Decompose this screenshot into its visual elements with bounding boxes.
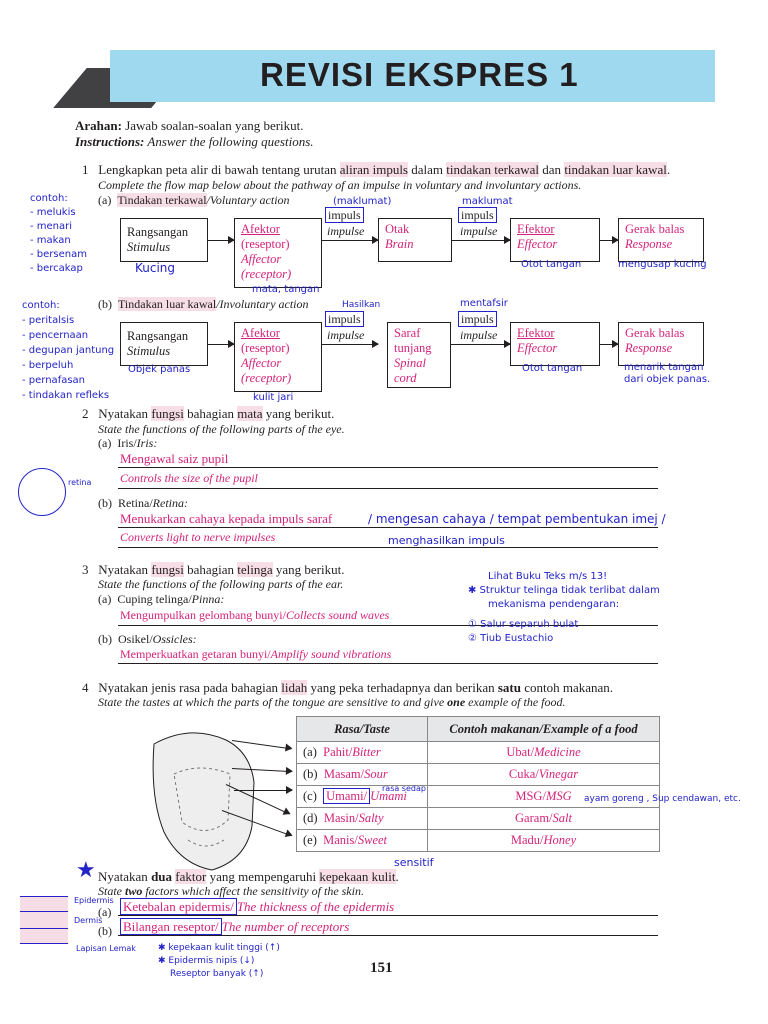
note-contoh-a: contoh: - melukis - menari - makan - bersenam - bercakap <box>30 193 87 274</box>
note-mata-tangan: mata, tangan <box>252 284 320 295</box>
arrow <box>208 344 234 345</box>
impuls-a2: impuls <box>458 208 497 223</box>
note-menarik: menarik tangan dari objek panas. <box>624 362 711 385</box>
note-retina: retina <box>68 478 92 487</box>
q5b-label: (b) <box>98 924 112 938</box>
note-dermis: Dermis <box>74 916 103 925</box>
q5-stem: Nyatakan dua faktor yang mempengaruhi kepekaan kulit. <box>98 869 399 884</box>
q4-stem-en: State the tastes at which the parts of the tongue are sensitive to and give one example of the food. <box>98 695 566 709</box>
note-mengusap: mengusap kucing <box>618 259 707 270</box>
food-cell: MSG/MSG <box>428 786 660 808</box>
food-cell: Cuka/Vinegar <box>428 764 660 786</box>
impulse-a2: impulse <box>460 224 498 238</box>
table-header-row <box>297 717 660 742</box>
q2a-answer-en: Controls the size of the pupil <box>120 471 258 485</box>
note-menghasilkan: menghasilkan impuls <box>388 534 505 547</box>
note-kucing: Kucing <box>135 261 176 275</box>
answer-line <box>118 663 658 664</box>
note-epidermis: Epidermis <box>74 896 114 905</box>
q2b-title: (b) Retina/Retina: <box>98 496 188 510</box>
impulse-a1: impulse <box>327 224 365 238</box>
q5-stem-en: State two factors which affect the sensitivity of the skin. <box>98 884 364 898</box>
q3a-title: (a) Cuping telinga/Pinna: <box>98 592 225 606</box>
note-mengesan: / mengesan cahaya / tempat pembentukan imej / <box>368 512 666 526</box>
tongue-outline <box>153 733 254 870</box>
q1-stem-en: Complete the flow map below about the pathway of an impulse in voluntary and involuntary actions. <box>98 178 582 192</box>
impulse-b2: impulse <box>460 328 498 342</box>
answer-line <box>118 467 658 468</box>
response-box-b: Gerak balas Response <box>618 322 704 366</box>
page-title: REVISI EKSPRES 1 <box>260 56 579 93</box>
note-otot-b: Otot tangan <box>522 363 583 374</box>
answer-line <box>118 488 658 489</box>
food-cell: Madu/Honey <box>428 830 660 852</box>
arrow <box>322 240 378 241</box>
q3b-title: (b) Osikel/Ossicles: <box>98 632 197 646</box>
q4-stem: 4 Nyatakan jenis rasa pada bahagian lidah yang peka terhadapnya dan berikan satu contoh makanan. <box>82 680 614 695</box>
note-otot-a: Otot tangan <box>521 259 582 270</box>
brain-box: Otak Brain <box>378 218 452 262</box>
note-maklumat-a2: maklumat <box>462 196 513 207</box>
arrow <box>600 344 618 345</box>
taste-cell: (c) Umami/ Umami <box>297 786 428 808</box>
table-row <box>297 742 660 764</box>
instructions: Arahan: Jawab soalan-soalan yang berikut. Instructions: Answer the following questions. <box>75 118 314 149</box>
q1a-title: (a) Tindakan terkawal/Voluntary action <box>98 193 290 207</box>
star-icon: ★ <box>76 858 96 883</box>
header-food: Contoh makanan/Example of a food <box>428 717 660 742</box>
taste-cell: (a) Pahit/Bitter <box>297 742 428 764</box>
impuls-b1: impuls <box>325 312 364 327</box>
note-kulit-jari: kulit jari <box>253 392 294 403</box>
impulse-b1: impulse <box>327 328 365 342</box>
q2a-title: (a) Iris/Iris: <box>98 436 158 450</box>
arrow <box>451 344 510 345</box>
affector-box-b: Afektor (reseptor) Affector (receptor) <box>234 322 322 392</box>
q2b-answer-ms: Menukarkan cahaya kepada impuls saraf <box>120 511 333 526</box>
q5a-label: (a) <box>98 905 112 919</box>
note-contoh-b: contoh: - peritalsis - pencernaan - degupan jantung - berpeluh - pernafasan - tindakan refleks <box>22 300 115 401</box>
table-row <box>297 830 660 852</box>
q3-stem-en: State the functions of the following parts of the ear. <box>98 577 344 591</box>
note-maklumat-a1: (maklumat) <box>333 196 392 207</box>
note-hasilkan: Hasilkan <box>342 300 381 310</box>
q3b-answer: Memperkuatkan getaran bunyi/Amplify sound vibrations <box>120 647 392 661</box>
taste-cell: (e) Manis/Sweet <box>297 830 428 852</box>
taste-cell: (d) Masin/Salty <box>297 808 428 830</box>
affector-box-a: Afektor (reseptor) Affector (receptor) <box>234 218 322 288</box>
page-number: 151 <box>370 960 393 976</box>
retina-circle-sketch <box>18 468 66 516</box>
arrow <box>322 344 378 345</box>
note-mentafsir: mentafsir <box>460 298 508 309</box>
arrow <box>208 240 234 241</box>
note-sensitif: sensitif <box>394 856 434 869</box>
arrow <box>600 240 618 241</box>
impuls-b2: impuls <box>458 312 497 327</box>
table-row <box>297 808 660 830</box>
answer-line <box>118 547 658 548</box>
taste-cell: (b) Masam/Sour <box>297 764 428 786</box>
note-skin-factors: ✱ kepekaan kulit tinggi (↑) ✱ Epidermis nipis (↓) Reseptor banyak (↑) <box>158 943 280 979</box>
note-lapisan-lemak: Lapisan Lemak <box>76 944 136 953</box>
q1b-title: (b) Tindakan luar kawal/Involuntary action <box>98 297 309 311</box>
q1-stem: 1 Lengkapkan peta alir di bawah tentang urutan aliran impuls dalam tindakan terkawal dan tindakan luar kawal. <box>82 162 671 177</box>
note-ear: Lihat Buku Teks m/s 13! ✱ Struktur telinga tidak terlibat dalam mekanisma pendengaran: ① Salur separuh bulat ② Tiub Eustachio <box>468 571 660 644</box>
arrow <box>452 240 510 241</box>
header-taste: Rasa/Taste <box>297 717 428 742</box>
note-objek-panas: Objek panas <box>128 364 191 375</box>
stimulus-box-a: Rangsangan Stimulus <box>120 218 208 262</box>
food-cell: Garam/Salt <box>428 808 660 830</box>
effector-box-a: Efektor Effector <box>510 218 600 262</box>
q2-stem: 2 Nyatakan fungsi bahagian mata yang berikut. <box>82 406 335 421</box>
response-box-a: Gerak balas Response <box>618 218 704 262</box>
q3-stem: 3 Nyatakan fungsi bahagian telinga yang berikut. <box>82 562 345 577</box>
skin-layer-sketch <box>20 896 68 942</box>
q3a-answer: Mengumpulkan gelombang bunyi/Collects sound waves <box>120 608 390 622</box>
answer-line <box>118 527 658 528</box>
spinal-cord-box: Saraf tunjang Spinal cord <box>387 322 451 388</box>
answer-line <box>118 915 658 916</box>
q5b-answer: Bilangan reseptor/ The number of receptors <box>120 919 349 935</box>
food-cell: Ubat/Medicine <box>428 742 660 764</box>
stimulus-box-b: Rangsangan Stimulus <box>120 322 208 366</box>
q2-stem-en: State the functions of the following parts of the eye. <box>98 422 345 436</box>
note-ayam-goreng: ayam goreng , Sup cendawan, etc. <box>584 794 741 804</box>
taste-table <box>296 716 660 852</box>
q2a-answer-ms: Mengawal saiz pupil <box>120 451 229 466</box>
answer-line <box>118 935 658 936</box>
q2b-answer-en: Converts light to nerve impulses <box>120 530 276 544</box>
impuls-a1: impuls <box>325 208 364 223</box>
q5a-answer: Ketebalan epidermis/ The thickness of the epidermis <box>120 899 394 915</box>
table-row <box>297 764 660 786</box>
note-rasa-sedap: rasa sedap <box>382 784 426 793</box>
effector-box-b: Efektor Effector <box>510 322 600 366</box>
